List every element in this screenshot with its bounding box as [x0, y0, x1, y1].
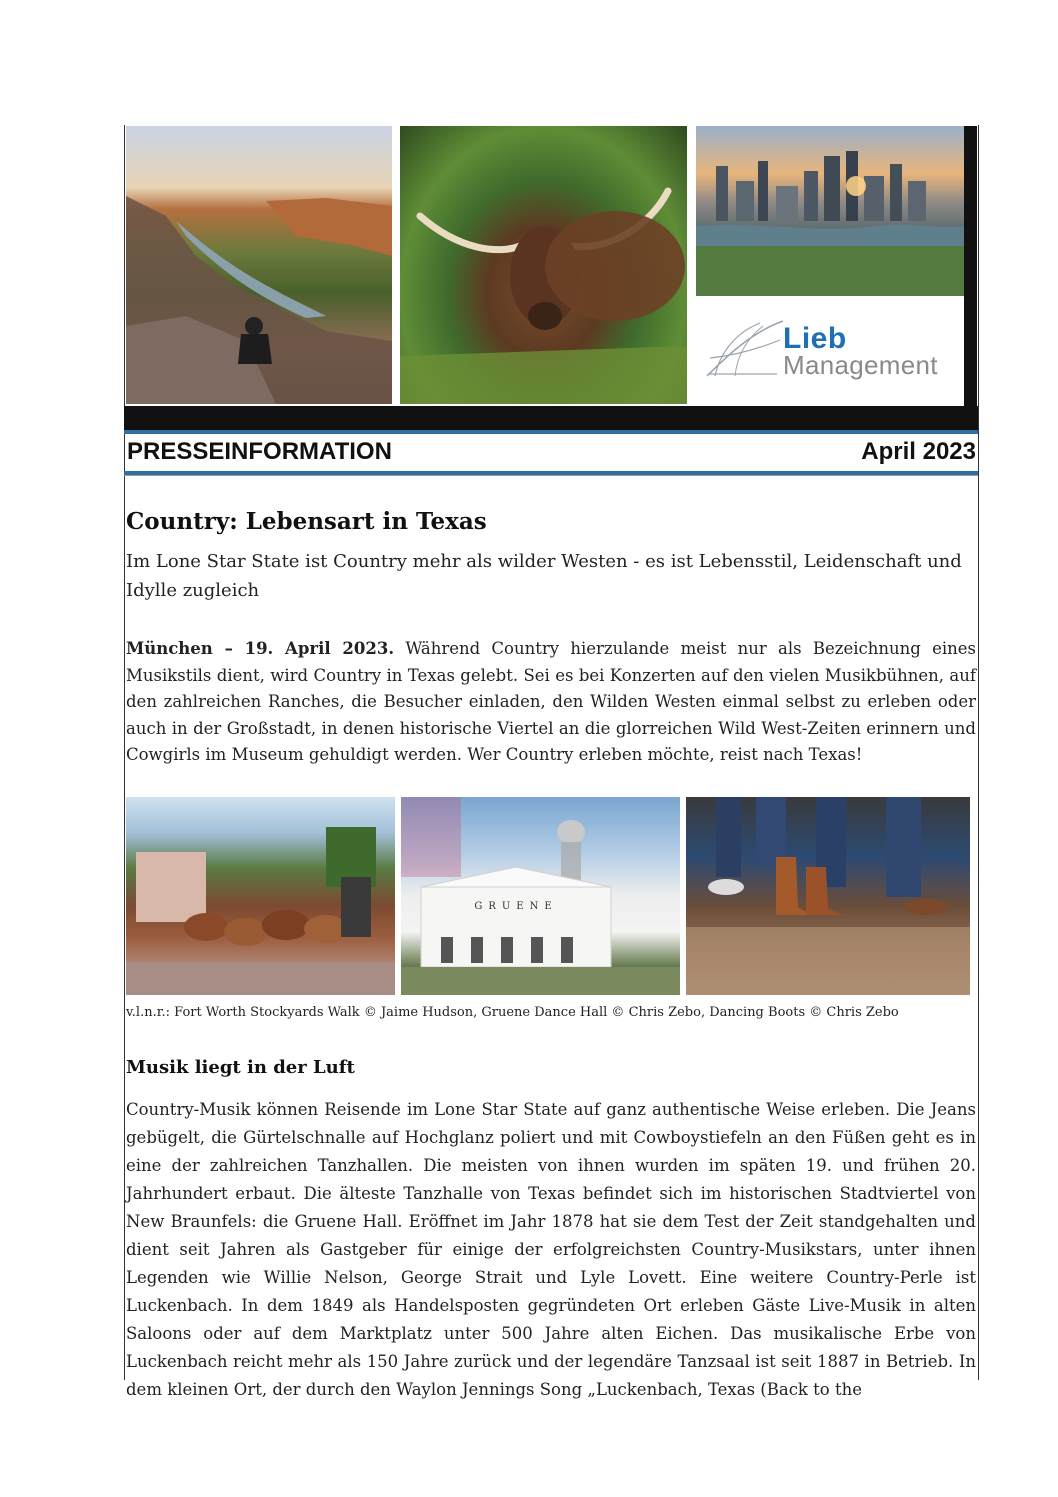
blue-divider [124, 430, 978, 434]
section-body: Country-Musik können Reisende im Lone Star State auf ganz authentische Weise erleben. Die Jeans gebügelt, die Gürtelschnalle auf Hochglanz poliert und mit Cowboystiefeln an den Füßen geht es in eine der zahlreichen Tanzhallen. Die meisten von ihnen wurden im späten 19. und frühen 20. Jahrhundert erbaut. Die älteste Tanzhalle von Texas befindet sich im historischen Stadtviertel von New Braunfels: die Gruene Hall. Eröffnet im Jahr 1878 hat sie dem Test der Zeit standgehalten und dient seit Jahren als Gastgeber für einige der erfolgreichsten Country-Musikstars, unter ihnen Legenden wie Willie Nelson, George Strait und Lyle Lovett. Eine weitere Country-Perle ist Luckenbach. In dem 1849 als Handelsposten gegründeten Ort erleben Gäste Live-Musik in alten Saloons oder auf dem Marktplatz unter 500 Jahre alten Eichen. Das musikalische Erbe von Luckenbach reicht mehr als 150 Jahre zurück und der legendäre Tanzsaal ist seit 1887 in Betrieb. In dem kleinen Ort, der durch den Waylon Jennings Song „Luckenbach, Texas (Back to the [126, 1100, 976, 1399]
dancing-boots-photo [686, 797, 970, 995]
dateline: München – 19. April 2023. [126, 639, 395, 658]
logo-lieb: Lieb [783, 322, 847, 355]
globe-logo-icon [705, 318, 785, 380]
lead-text: Während Country hierzulande meist nur als Bezeichnung eines Musikstils dient, wird Country in Texas gelebt. Sei es bei Konzerten auf den vielen Musikbühnen, auf den zahlreichen Ranches, die Besucher einladen, den Wilden Westen einmal selbst zu erleben oder auch in der Großstadt, in denen historische Viertel an die glorreichen Wild West-Zeiten erinnern und Cowgirls im Museum gehuldigt werden. Wer Country erleben möchte, reist nach Texas! [126, 639, 976, 764]
header-black-edge [964, 126, 977, 406]
canyon-photo [126, 126, 392, 404]
section-heading: Musik liegt in der Luft [126, 1057, 355, 1078]
gray-underline [124, 475, 978, 476]
gruene-hall-photo [401, 797, 680, 995]
black-divider [124, 406, 978, 430]
article-subheadline: Im Lone Star State ist Country mehr als wilder Westen - es ist Lebensstil, Leidenschaft und Idylle zugleich [126, 551, 962, 601]
longhorn-photo [400, 126, 687, 404]
article-headline: Country: Lebensart in Texas [126, 508, 487, 535]
lead-paragraph [126, 636, 976, 769]
gallery-caption: v.l.n.r.: Fort Worth Stockyards Walk © Jaime Hudson, Gruene Dance Hall © Chris Zebo, Dancing Boots © Chris Zebo [126, 1005, 899, 1020]
press-label: PRESSEINFORMATION [127, 438, 392, 465]
austin-skyline-photo [696, 126, 964, 296]
press-date: April 2023 [861, 438, 976, 465]
logo-management: Management [783, 350, 938, 380]
gruene-sign-text: GRUENE [474, 901, 558, 912]
stockyards-photo [126, 797, 395, 995]
